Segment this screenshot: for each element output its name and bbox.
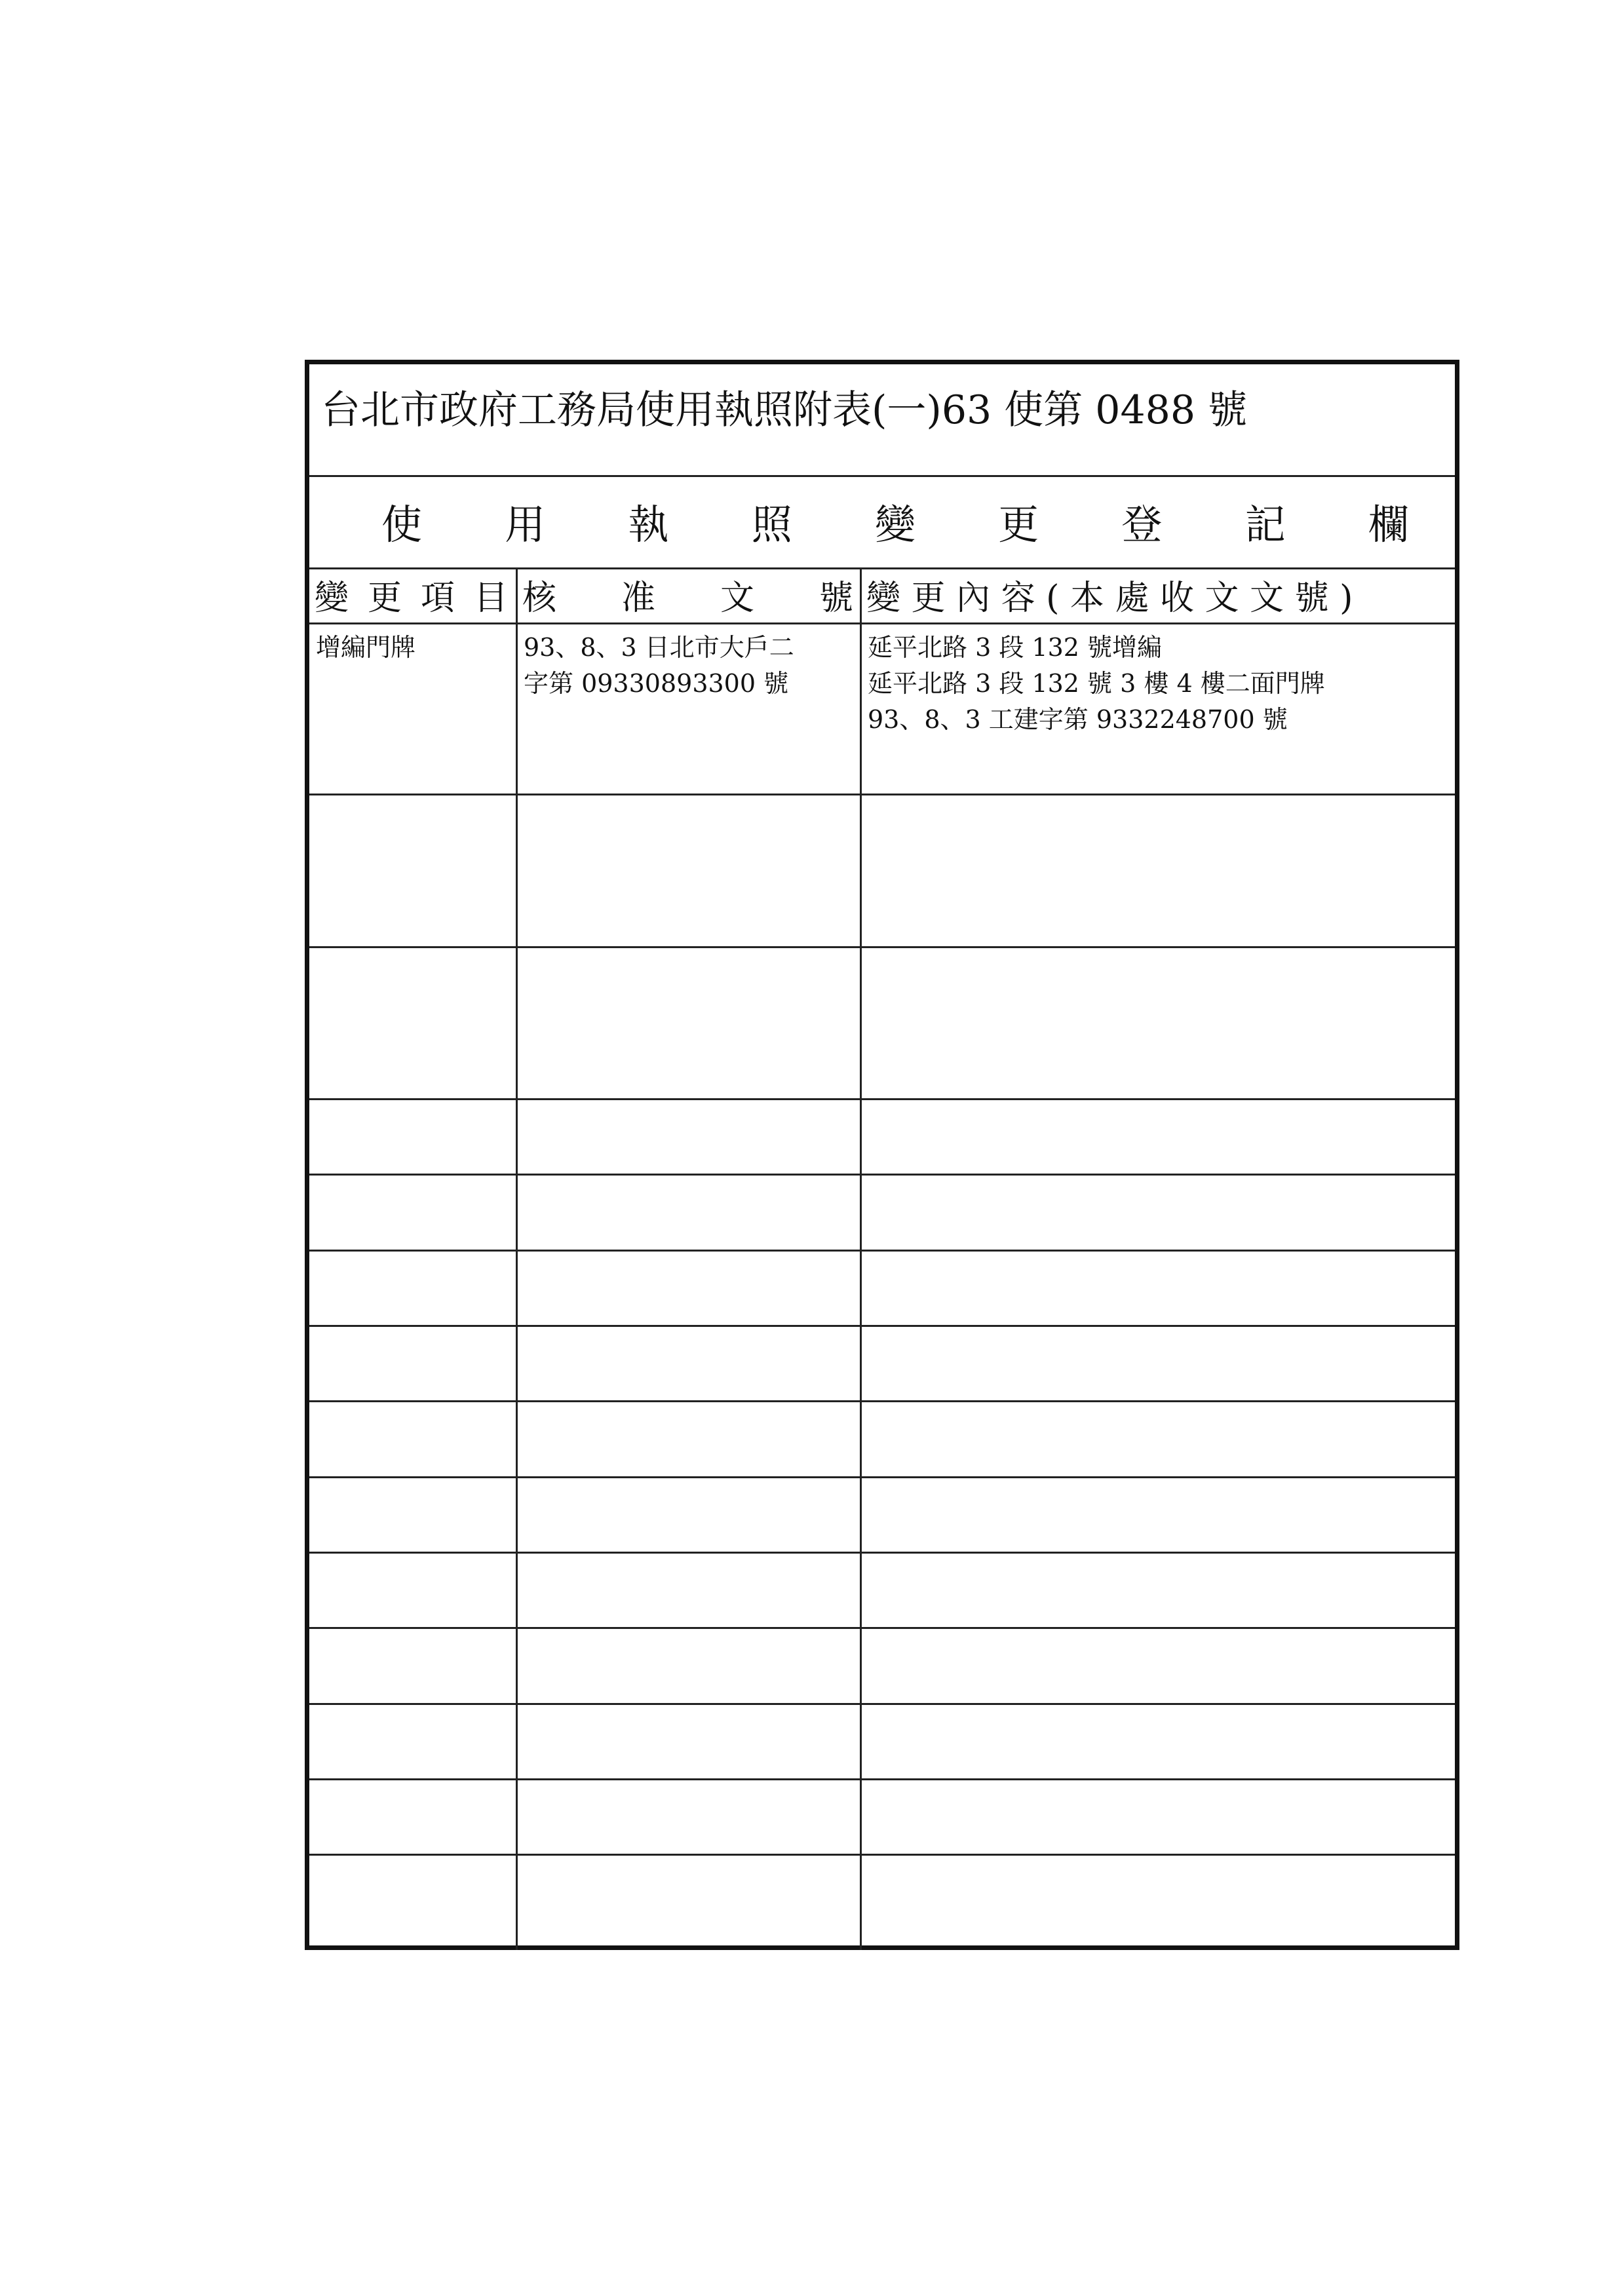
change-record-table — [309, 569, 1455, 1950]
row-divider — [309, 946, 1455, 948]
use-permit-attachment-form — [305, 360, 1459, 1950]
entry-content-line: 93、8、3 工建字第 9332248700 號 — [868, 705, 1288, 734]
entry-item: 增編門牌 — [316, 633, 416, 662]
column-header-change-content: 變 更 內 容 ( 本 處 收 文 文 號 ) — [866, 579, 1353, 618]
title-row — [309, 364, 1455, 477]
heading-row — [309, 477, 1455, 569]
row-divider — [309, 1627, 1455, 1629]
column-divider — [516, 569, 518, 1950]
heading-char: 更 — [998, 501, 1039, 548]
row-divider — [309, 1778, 1455, 1780]
row-divider — [309, 1098, 1455, 1100]
entry-content-line: 延平北路 3 段 132 號 3 樓 4 樓二面門牌 — [868, 669, 1325, 698]
heading-char: 登 — [1121, 501, 1163, 548]
form-title: 台北市政府工務局使用執照附表(一)63 使第 0488 號 — [321, 387, 1248, 433]
heading-char: 使 — [381, 501, 423, 548]
entry-approval-line: 93、8、3 日北市大戶二 — [524, 633, 794, 662]
column-header-item: 變 更 項 目 — [315, 579, 508, 618]
row-divider — [309, 1250, 1455, 1252]
row-divider — [309, 1703, 1455, 1705]
row-divider — [309, 1174, 1455, 1176]
heading-char: 照 — [751, 501, 792, 548]
entry-content-line: 延平北路 3 段 132 號增編 — [868, 633, 1163, 662]
row-divider — [309, 622, 1455, 624]
column-divider — [860, 569, 862, 1950]
heading-char: 欄 — [1368, 501, 1409, 548]
row-divider — [309, 1476, 1455, 1478]
heading-char: 用 — [505, 501, 546, 548]
column-header-approval-number: 核 准 文 號 — [522, 579, 853, 618]
row-divider — [309, 1400, 1455, 1402]
heading-char: 記 — [1244, 501, 1286, 548]
row-divider — [309, 1552, 1455, 1554]
section-heading — [309, 501, 1455, 548]
row-divider — [309, 1854, 1455, 1856]
row-divider — [309, 1325, 1455, 1327]
row-divider — [309, 794, 1455, 795]
heading-char: 變 — [874, 501, 916, 548]
heading-char: 執 — [628, 501, 669, 548]
entry-approval-line: 字第 09330893300 號 — [524, 669, 789, 698]
